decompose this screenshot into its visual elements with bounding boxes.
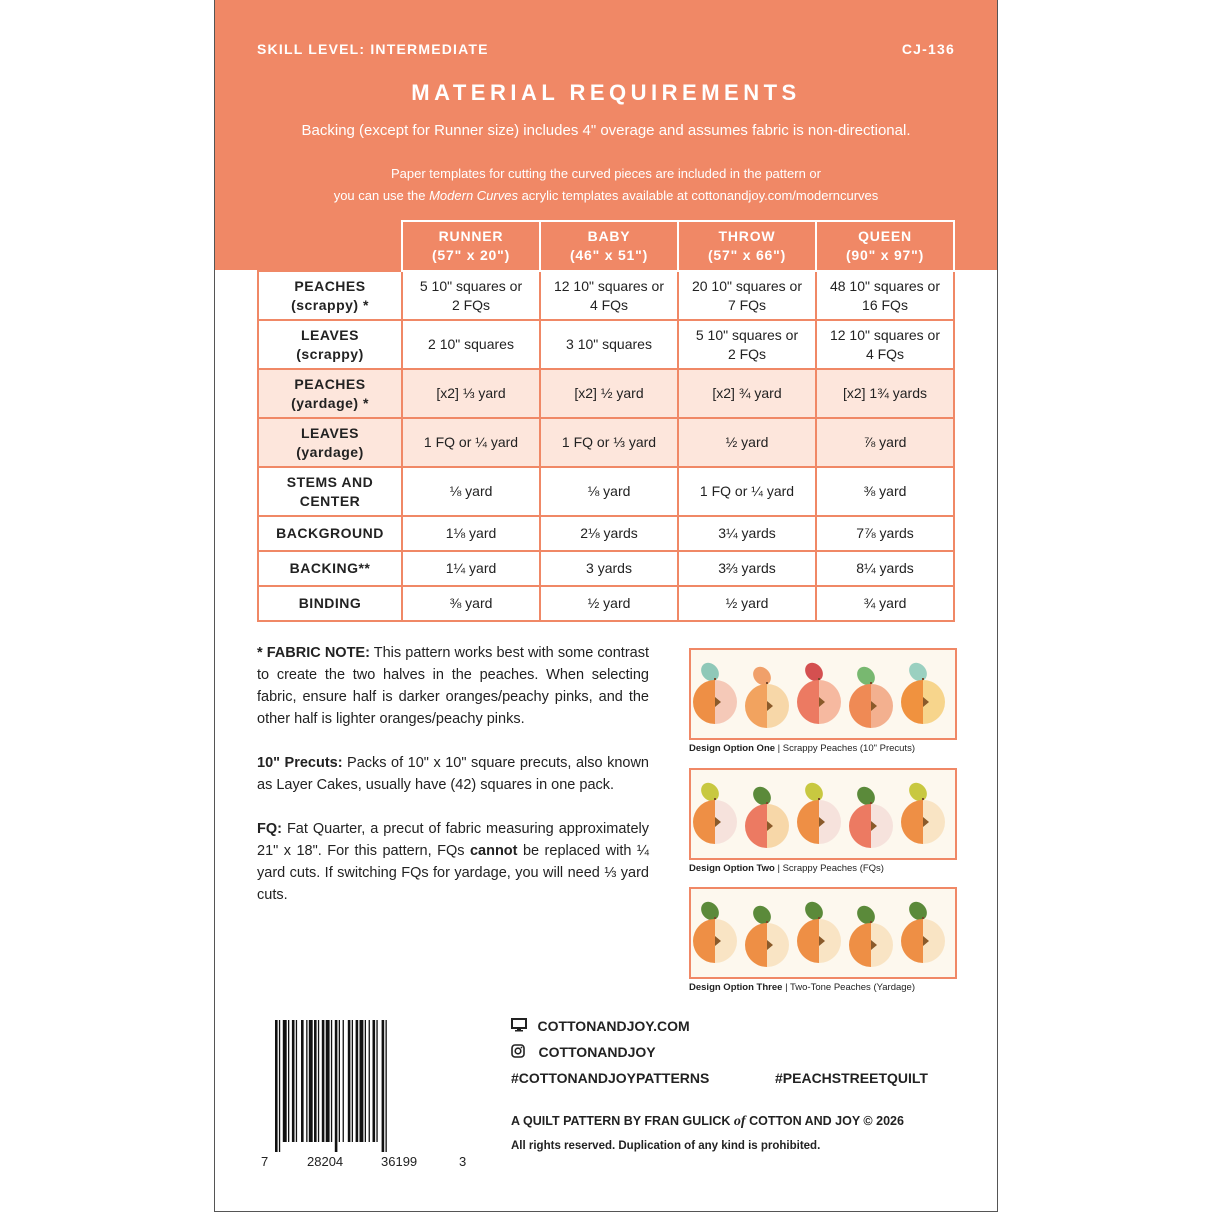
table-cell: 12 10" squares or 4 FQs: [816, 320, 954, 369]
table-cell: 1 FQ or ⅓ yard: [540, 418, 678, 467]
option-image: [689, 887, 957, 979]
credit-line: A QUILT PATTERN BY FRAN GULICK of COTTON AND JOY © 2026: [511, 1114, 904, 1129]
table-cell: 1¼ yard: [402, 551, 540, 586]
peach-illustration: [691, 650, 955, 738]
col-throw: THROW (57" x 66"): [678, 221, 816, 271]
computer-icon: [511, 1018, 527, 1032]
notes-section: [257, 642, 649, 928]
table-row: [258, 369, 954, 418]
table-cell: 3 yards: [540, 551, 678, 586]
row-label: PEACHES (yardage) *: [258, 369, 402, 418]
table-row: [258, 467, 954, 516]
barcode-digit-4: 3: [459, 1154, 467, 1169]
col-runner: RUNNER (57" x 20"): [402, 221, 540, 271]
option-caption: Design Option Two | Scrappy Peaches (FQs): [689, 863, 884, 874]
row-label: LEAVES (scrappy): [258, 320, 402, 369]
fabric-note: * FABRIC NOTE: This pattern works best with some contrast to create the two halves in the peaches. When selecting fabric, ensure half is darker oranges/peachy pinks, and the other half is lighter oranges/peachy pinks.: [257, 645, 649, 727]
barcode-digits-2: 28204: [307, 1154, 344, 1169]
table-row: [258, 320, 954, 369]
table-cell: 5 10" squares or 2 FQs: [678, 320, 816, 369]
barcode-digit-1: 7: [261, 1154, 269, 1169]
table-cell: 12 10" squares or 4 FQs: [540, 271, 678, 320]
peach-illustration: [691, 770, 955, 858]
table-cell: [x2] ¾ yard: [678, 369, 816, 418]
website-link-row[interactable]: [511, 1018, 690, 1036]
material-table: [257, 220, 955, 622]
table-cell: 3 10" squares: [540, 320, 678, 369]
table-cell: ⅜ yard: [402, 586, 540, 621]
table-cell: 1 FQ or ¼ yard: [402, 418, 540, 467]
instagram-icon: [511, 1044, 525, 1058]
website-link[interactable]: COTTONANDJOY.COM: [537, 1018, 690, 1034]
row-label: STEMS AND CENTER: [258, 467, 402, 516]
table-cell: 3¼ yards: [678, 516, 816, 551]
table-cell: ½ yard: [540, 586, 678, 621]
table-cell: ½ yard: [678, 586, 816, 621]
table-corner: [258, 221, 402, 271]
table-row: [258, 418, 954, 467]
design-option: [689, 648, 957, 754]
row-label: LEAVES (yardage): [258, 418, 402, 467]
table-row: [258, 271, 954, 320]
fq-note: FQ: Fat Quarter, a precut of fabric measuring approximately 21" x 18". For this pattern, FQs cannot be replaced with ¼ yard cuts. If switching FQs for yardage, you will need ⅓ yard cuts.: [257, 821, 649, 903]
table-cell: ⅛ yard: [540, 467, 678, 516]
table-cell: [x2] ⅓ yard: [402, 369, 540, 418]
table-cell: ½ yard: [678, 418, 816, 467]
pattern-code: CJ-136: [901, 41, 955, 57]
table-row: [258, 586, 954, 621]
table-cell: [x2] 1¾ yards: [816, 369, 954, 418]
hashtag-cottonandjoy: #COTTONANDJOYPATTERNS: [511, 1070, 710, 1086]
table-row: [258, 551, 954, 586]
barcode-digits-3: 36199: [381, 1154, 418, 1169]
skill-level: SKILL LEVEL: INTERMEDIATE: [257, 41, 489, 57]
template-note: [215, 163, 997, 207]
table-cell: 48 10" squares or 16 FQs: [816, 271, 954, 320]
table-cell: 3⅔ yards: [678, 551, 816, 586]
table-cell: ¾ yard: [816, 586, 954, 621]
template-note-line1: Paper templates for cutting the curved pieces are included in the pattern or: [391, 166, 821, 181]
table-cell: ⅛ yard: [402, 467, 540, 516]
template-name: Modern Curves: [429, 188, 518, 203]
table-cell: 1 FQ or ¼ yard: [678, 467, 816, 516]
design-option: [689, 887, 957, 993]
rights-notice: All rights reserved. Duplication of any kind is prohibited.: [511, 1140, 821, 1152]
table-cell: 5 10" squares or 2 FQs: [402, 271, 540, 320]
table-cell: 20 10" squares or 7 FQs: [678, 271, 816, 320]
table-header-row: [258, 221, 954, 271]
hashtag-peachstreet: #PEACHSTREETQUILT: [775, 1070, 928, 1086]
instagram-handle[interactable]: COTTONANDJOY: [538, 1044, 656, 1060]
option-image: [689, 768, 957, 860]
table-cell: ⅜ yard: [816, 467, 954, 516]
table-cell: ⅞ yard: [816, 418, 954, 467]
instagram-link-row[interactable]: [511, 1044, 656, 1062]
row-label: PEACHES (scrappy) *: [258, 271, 402, 320]
backing-note: Backing (except for Runner size) includes 4" overage and assumes fabric is non-directional.: [301, 122, 911, 139]
row-label: BINDING: [258, 586, 402, 621]
table-cell: 7⅞ yards: [816, 516, 954, 551]
peach-illustration: [691, 889, 955, 977]
row-label: BACKGROUND: [258, 516, 402, 551]
template-note-post: acrylic templates available at cottonandjoy.com/moderncurves: [517, 188, 879, 203]
table-cell: 1⅛ yard: [402, 516, 540, 551]
col-baby: BABY (46" x 51"): [540, 221, 678, 271]
table-cell: 2⅛ yards: [540, 516, 678, 551]
precut-note: 10" Precuts: Packs of 10" x 10" square precuts, also known as Layer Cakes, usually have (42) squares in one pack.: [257, 755, 649, 793]
design-option: [689, 768, 957, 874]
template-note-pre: you can use the: [333, 188, 430, 203]
table-cell: 8¼ yards: [816, 551, 954, 586]
barcode: [263, 1020, 463, 1152]
page-title: MATERIAL REQUIREMENTS: [411, 80, 801, 105]
col-queen: QUEEN (90" x 97"): [816, 221, 954, 271]
option-image: [689, 648, 957, 740]
table-cell: 2 10" squares: [402, 320, 540, 369]
pattern-back-cover: [214, 0, 998, 1212]
option-caption: Design Option Three | Two-Tone Peaches (Yardage): [689, 982, 915, 993]
option-caption: Design Option One | Scrappy Peaches (10" Precuts): [689, 743, 915, 754]
table-cell: [x2] ½ yard: [540, 369, 678, 418]
table-row: [258, 516, 954, 551]
row-label: BACKING**: [258, 551, 402, 586]
